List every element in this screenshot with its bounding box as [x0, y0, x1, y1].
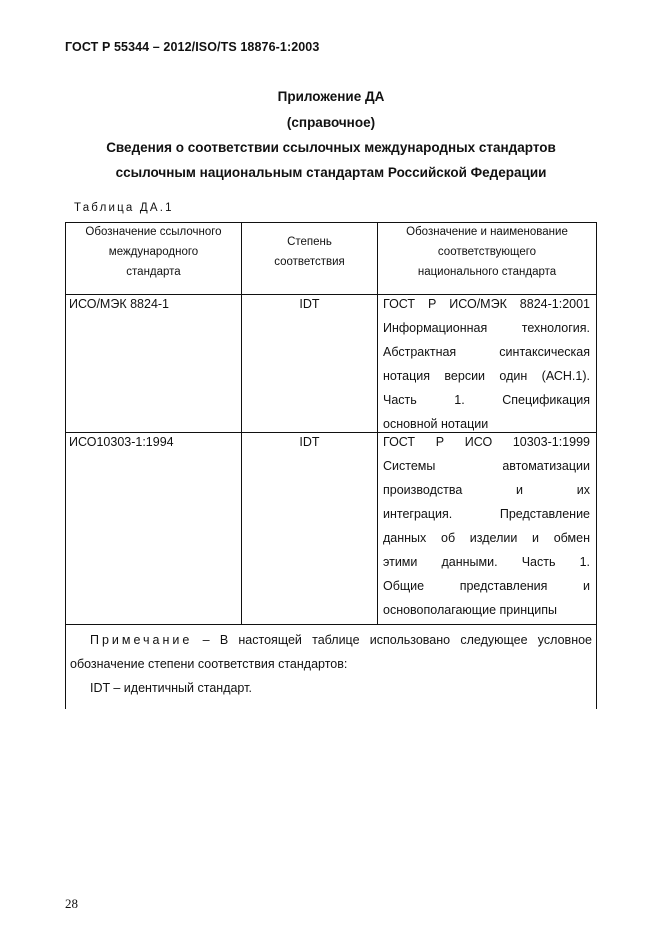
text-line: Информационная технология.	[383, 321, 590, 335]
header-text: соответствующего	[437, 246, 537, 258]
table-border-right	[596, 222, 597, 709]
text-line: основополагающие принципы	[383, 603, 558, 617]
text-line: данных об изделии и обмен	[383, 531, 590, 545]
text-line: интеграция. Представление	[383, 507, 590, 521]
header-national-standard	[378, 222, 596, 282]
text-line: производства и их	[383, 483, 590, 497]
table-caption: Таблица ДА.1	[74, 202, 174, 214]
header-text: соответствия	[274, 256, 345, 268]
document-code: ГОСТ Р 55344 – 2012/ISO/TS 18876-1:2003	[65, 40, 320, 54]
header-text: Обозначение ссылочного	[85, 226, 222, 238]
appendix-heading-line1: Сведения о соответствии ссылочных международных стандартов	[106, 140, 556, 155]
header-degree	[242, 232, 377, 272]
appendix-subtitle: (справочное)	[286, 115, 376, 130]
text-line: Часть 1. Спецификация	[383, 393, 590, 407]
header-text: Обозначение и наименование	[406, 226, 568, 238]
note-label: Примечание	[90, 633, 193, 647]
text-line: нотация версии один (АСН.1).	[383, 369, 590, 383]
header-text: стандарта	[126, 266, 181, 278]
page-number: 28	[65, 896, 78, 911]
column-divider-1	[241, 222, 242, 624]
text-line: этими данными. Часть 1.	[383, 555, 590, 569]
row1-international-standard: ИСО/МЭК 8824-1	[69, 297, 170, 311]
header-text: национального стандарта	[417, 266, 557, 278]
row1-national-standard	[383, 292, 590, 436]
row2-international-standard: ИСО10303-1:1994	[69, 435, 174, 449]
table-border-left	[65, 222, 66, 709]
text-line: Системы автоматизации	[383, 459, 590, 473]
table-note	[70, 628, 592, 700]
text-line: ГОСТ Р ИСО/МЭК 8824-1:2001	[383, 297, 590, 311]
header-text: Степень	[287, 236, 332, 248]
text-line: Общие представления и	[383, 579, 590, 593]
header-text: международного	[108, 246, 199, 258]
note-text: – В настоящей таблице использовано следующее условное обозначение степени соответствия стандартов:	[70, 633, 592, 671]
row-divider-2	[65, 624, 597, 625]
appendix-title: Приложение ДА	[277, 89, 385, 104]
text-line: ГОСТ Р ИСО 10303-1:1999	[383, 435, 590, 449]
column-divider-2	[377, 222, 378, 624]
row2-degree: IDT	[299, 435, 320, 449]
row2-national-standard	[383, 430, 590, 622]
row1-degree: IDT	[299, 297, 320, 311]
text-line: Абстрактная синтаксическая	[383, 345, 590, 359]
text-line: основной нотации	[383, 417, 489, 431]
note-legend: IDT – идентичный стандарт.	[90, 681, 252, 695]
appendix-heading-line2: ссылочным национальным стандартам Российской Федерации	[115, 165, 547, 180]
header-international-standard	[66, 222, 241, 282]
note-paragraph	[70, 628, 592, 676]
